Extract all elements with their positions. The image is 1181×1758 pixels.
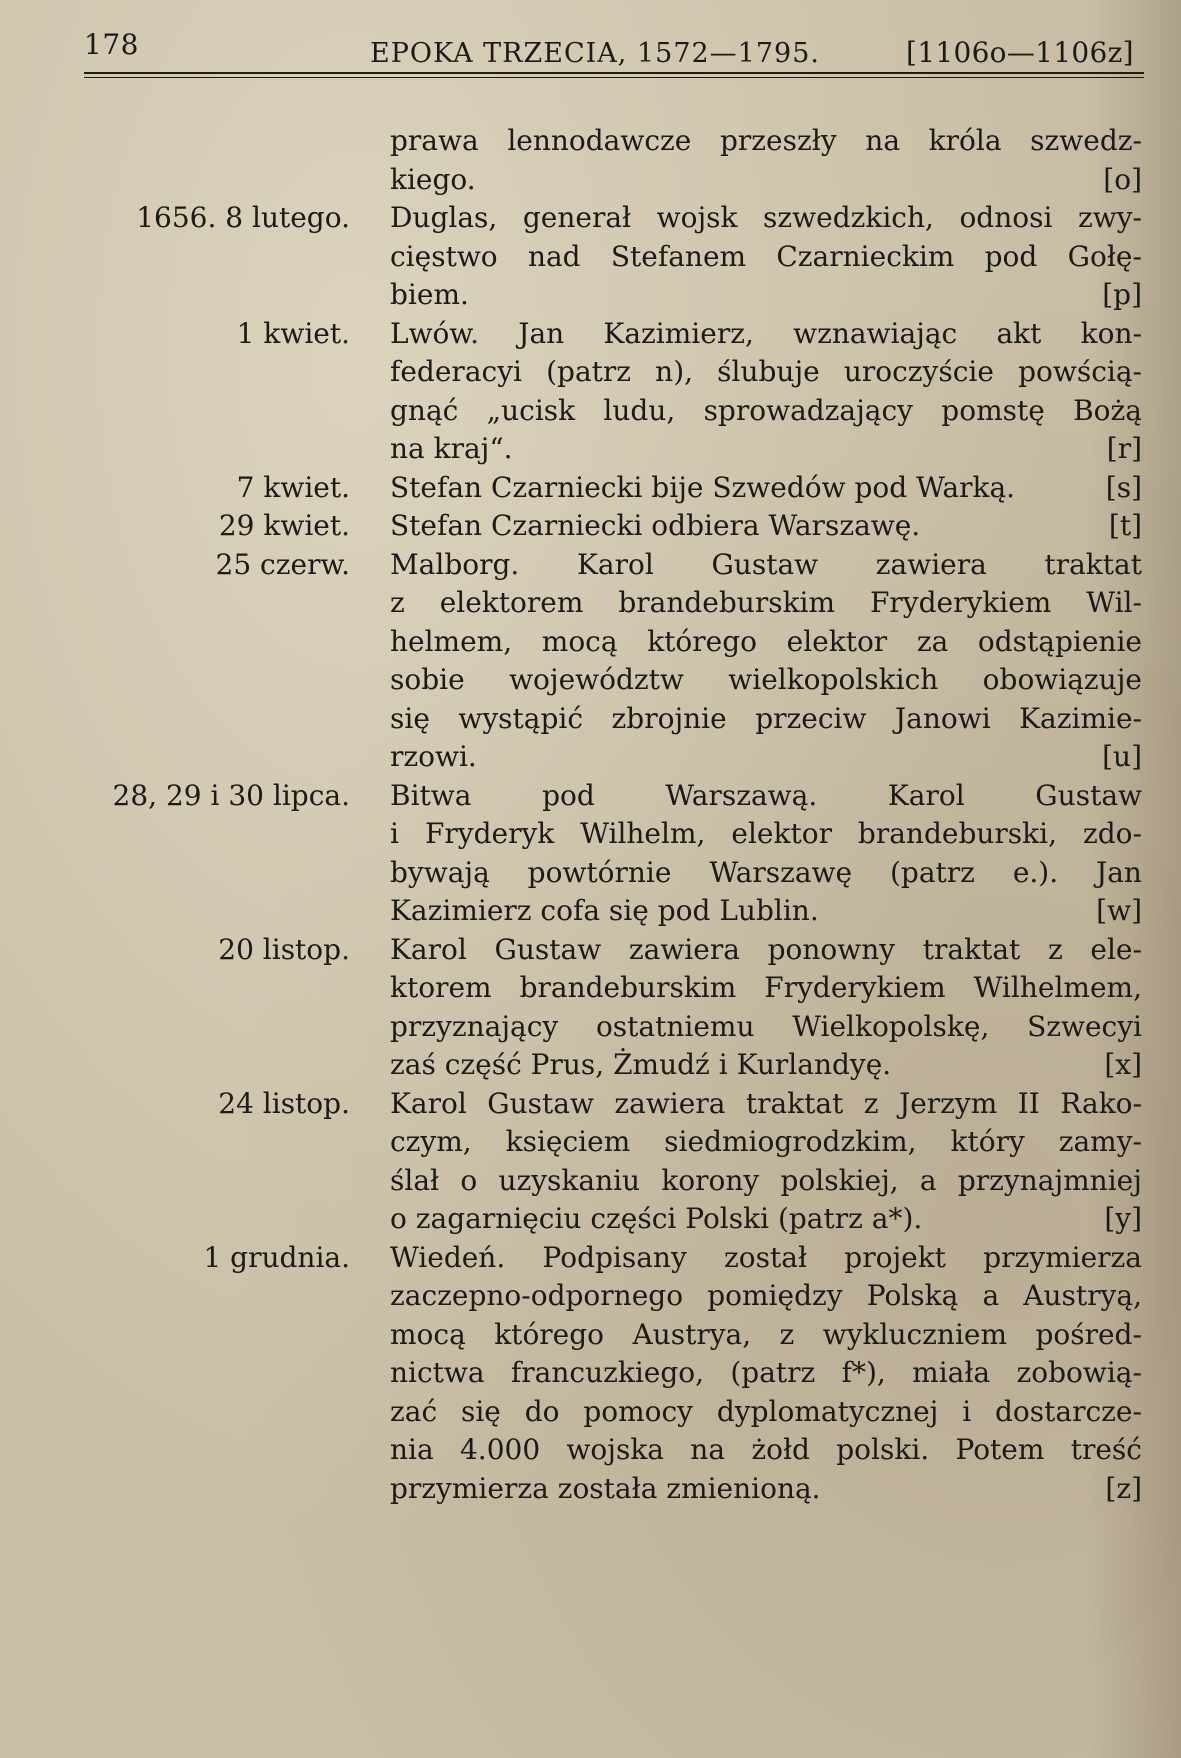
entry-line: sobie województw wielkopolskich obowiązuje <box>390 663 1142 696</box>
entry-line: Duglas, generał wojsk szwedzkich, odnosi zwy- <box>390 201 1142 234</box>
chronology-entry <box>0 1239 1181 1509</box>
entry-line-text: Stefan Czarniecki bije Szwedów pod Warką. <box>390 470 1016 504</box>
entry-line <box>390 1470 1142 1509</box>
entry-line: i Fryderyk Wilhelm, elektor brandeburski, zdo- <box>390 817 1142 850</box>
entry-line: cięstwo nad Stefanem Czarnieckim pod Gołę- <box>390 239 1142 273</box>
entry-line-text: Kazimierz cofa się pod Lublin. <box>390 894 819 927</box>
entry-line: przyznający ostatniemu Wielkopolskę, Szwecyi <box>390 1009 1142 1043</box>
chronology-entry <box>0 199 1181 315</box>
entry-line: federacyi (patrz n), ślubuje uroczyście powścią- <box>390 355 1142 388</box>
entry-date: 1 grudnia. <box>203 1240 350 1274</box>
page-header <box>0 20 1181 72</box>
entry-text <box>390 122 1142 199</box>
entry-line: nia 4.000 wojska na żołd polski. Potem treść <box>390 1433 1142 1466</box>
entry-line-text: przymierza została zmienioną. <box>390 1471 821 1505</box>
entry-line: zać się do pomocy dyplomatycznej i dostarcze- <box>390 1394 1142 1428</box>
entry-date: 24 listop. <box>218 1086 350 1120</box>
chronology-entry <box>0 1085 1181 1239</box>
entry-line: się wystąpić zbrojnie przeciw Janowi Kazimie- <box>390 701 1142 735</box>
entry-date: 1 kwiet. <box>236 316 350 350</box>
entry-line-text: na kraj“. <box>390 432 513 465</box>
entry-line <box>390 1046 1142 1085</box>
entry-date: 29 kwiet. <box>218 509 350 542</box>
entry-reference-letter: [p] <box>1102 278 1142 311</box>
entry-line: mocą którego Austrya, z wykluczniem pośred- <box>390 1317 1142 1351</box>
entry-line: nictwa francuzkiego, (patrz f*), miała zobowią- <box>390 1356 1142 1389</box>
entry-text <box>390 469 1142 508</box>
entry-reference-letter: [s] <box>1105 470 1142 504</box>
entry-line-text: Stefan Czarniecki odbiera Warszawę. <box>390 509 921 542</box>
chronology-entry <box>0 469 1181 508</box>
entry-text <box>390 1085 1142 1239</box>
entry-text <box>390 1239 1142 1509</box>
entry-reference-letter: [o] <box>1103 162 1142 196</box>
chronology-entry <box>0 777 1181 931</box>
entry-line: Karol Gustaw zawiera ponowny traktat z ele- <box>390 932 1142 966</box>
entry-reference-letter: [w] <box>1096 894 1142 927</box>
entry-text <box>390 315 1142 469</box>
entry-line: Karol Gustaw zawiera traktat z Jerzym II Rako- <box>390 1086 1142 1120</box>
entry-reference-letter: [r] <box>1106 432 1142 465</box>
entry-line: z elektorem brandeburskim Fryderykiem Wil- <box>390 586 1142 619</box>
entry-line <box>390 1200 1142 1239</box>
entry-line: czym, księciem siedmiogrodzkim, który zamy- <box>390 1125 1142 1158</box>
entry-date: 7 kwiet. <box>236 470 350 504</box>
entry-reference-letter: [z] <box>1105 1471 1142 1505</box>
entry-date: 28, 29 i 30 lipca. <box>112 778 350 812</box>
entry-reference-letter: [t] <box>1108 509 1142 542</box>
chronology-entry <box>0 122 1181 199</box>
entry-text <box>390 777 1142 931</box>
entry-text <box>390 507 1142 546</box>
chronology-entries <box>0 122 1181 1508</box>
chronology-entry <box>0 507 1181 546</box>
entry-line: Lwów. Jan Kazimierz, wznawiając akt kon- <box>390 316 1142 350</box>
chronology-entry <box>0 315 1181 469</box>
entry-line-text: zaś część Prus, Żmudź i Kurlandyę. <box>390 1048 892 1081</box>
entry-reference-letter: [u] <box>1102 740 1142 773</box>
entry-line <box>390 161 1142 200</box>
header-rule-thin <box>84 77 1144 78</box>
entry-reference-letter: [y] <box>1104 1202 1142 1235</box>
entry-line <box>390 507 1142 546</box>
entry-line: ślał o uzyskaniu korony polskiej, a przynajmniej <box>390 1163 1142 1197</box>
entry-text <box>390 199 1142 315</box>
entry-line-text: biem. <box>390 278 469 311</box>
entry-line <box>390 430 1142 469</box>
entry-line <box>390 276 1142 315</box>
chronology-entry <box>0 931 1181 1085</box>
entry-date: 25 czerw. <box>215 547 350 581</box>
entry-line: ktorem brandeburskim Fryderykiem Wilhelmem, <box>390 971 1142 1004</box>
entry-line-text: rzowi. <box>390 740 477 773</box>
header-rule-thick <box>84 72 1144 74</box>
entry-line: gnąć „ucisk ludu, sprowadzający pomstę Bożą <box>390 393 1142 427</box>
entry-date: 1656. 8 lutego. <box>136 201 350 234</box>
entry-line: Malborg. Karol Gustaw zawiera traktat <box>390 547 1142 581</box>
page-number: 178 <box>84 28 139 61</box>
entry-line: Bitwa pod Warszawą. Karol Gustaw <box>390 778 1142 812</box>
chronology-entry <box>0 546 1181 777</box>
running-title: EPOKA TRZECIA, 1572—1795. <box>370 38 820 69</box>
entry-line <box>390 738 1142 777</box>
entry-line: bywają powtórnie Warszawę (patrz e.). Jan <box>390 855 1142 889</box>
entry-line-text: kiego. <box>390 162 476 196</box>
entry-range-reference: [1106o—1106z] <box>906 36 1134 69</box>
entry-line: helmem, mocą którego elektor za odstąpienie <box>390 624 1142 658</box>
entry-line-text: o zagarnięciu części Polski (patrz a*). <box>390 1202 923 1235</box>
entry-reference-letter: [x] <box>1104 1048 1142 1081</box>
entry-line: Wiedeń. Podpisany został projekt przymierza <box>390 1240 1142 1274</box>
entry-text <box>390 546 1142 777</box>
entry-date: 20 listop. <box>218 932 350 966</box>
entry-line <box>390 469 1142 508</box>
entry-text <box>390 931 1142 1085</box>
entry-line <box>390 892 1142 931</box>
entry-line: zaczepno-odpornego pomiędzy Polską a Austryą, <box>390 1279 1142 1312</box>
entry-line: prawa lennodawcze przeszły na króla szwedz- <box>390 124 1142 157</box>
